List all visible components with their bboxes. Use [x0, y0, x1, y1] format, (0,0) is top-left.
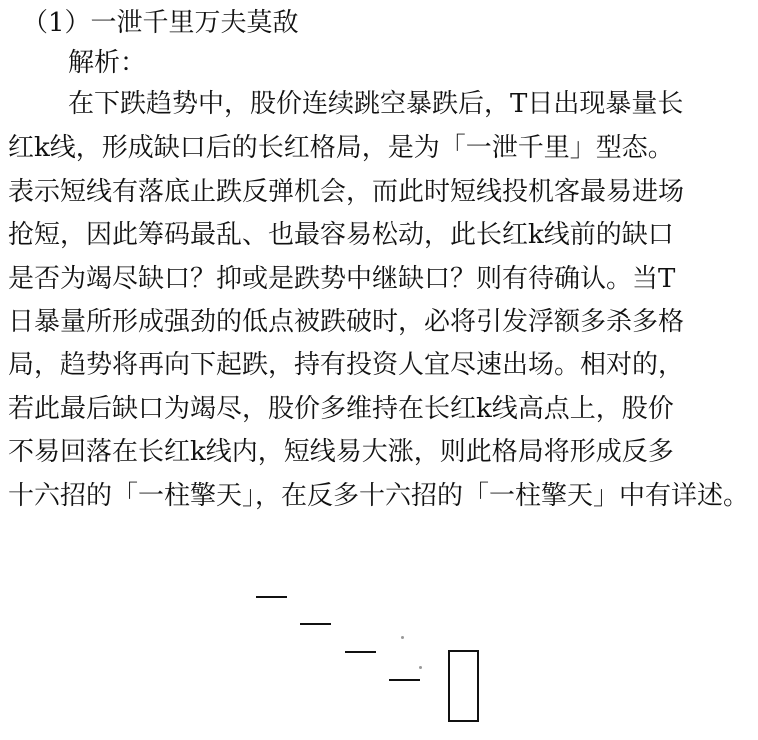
paragraph-line: 不易回落在长红k线内，短线易大涨，则此格局将形成反多: [8, 437, 674, 467]
paragraph-line: 局，趋势将再向下起跌，持有投资人宜尽速出场。相对的，: [8, 350, 685, 380]
section-heading: （1）一泄千里万夫莫敌: [22, 8, 299, 38]
faint-dot-1: [401, 636, 404, 639]
gap-down-bar-1: [256, 596, 287, 598]
paragraph-line: 抢短，因此筹码最乱、也最容易松动，此长红k线前的缺口: [8, 220, 674, 250]
gap-down-bar-4: [389, 679, 420, 681]
gap-down-bar-2: [300, 623, 331, 625]
long-red-candle: [448, 650, 479, 722]
paragraph-line: 表示短线有落底止跌反弹机会，而此时短线投机客最易进场: [8, 177, 685, 207]
faint-dot-2: [419, 666, 422, 669]
paragraph-line: 是否为竭尽缺口？抑或是跌势中继缺口？则有待确认。当T: [8, 264, 676, 294]
paragraph-line: 十六招的「一柱擎天」，在反多十六招的「一柱擎天」中有详述。: [8, 481, 750, 511]
paragraph-line: 日暴量所形成强劲的低点被跌破时，必将引发浮额多杀多格: [8, 307, 685, 337]
gap-down-bar-3: [345, 651, 376, 653]
paragraph-line: 若此最后缺口为竭尽，股价多维持在长红k线高点上，股价: [8, 394, 674, 424]
paragraph-line: 在下跌趋势中，股价连续跳空暴跌后，T日出现暴量长: [68, 89, 684, 119]
analysis-label: 解析：: [68, 48, 147, 78]
paragraph-line: 红k线，形成缺口后的长红格局，是为「一泄千里」型态。: [8, 133, 674, 163]
